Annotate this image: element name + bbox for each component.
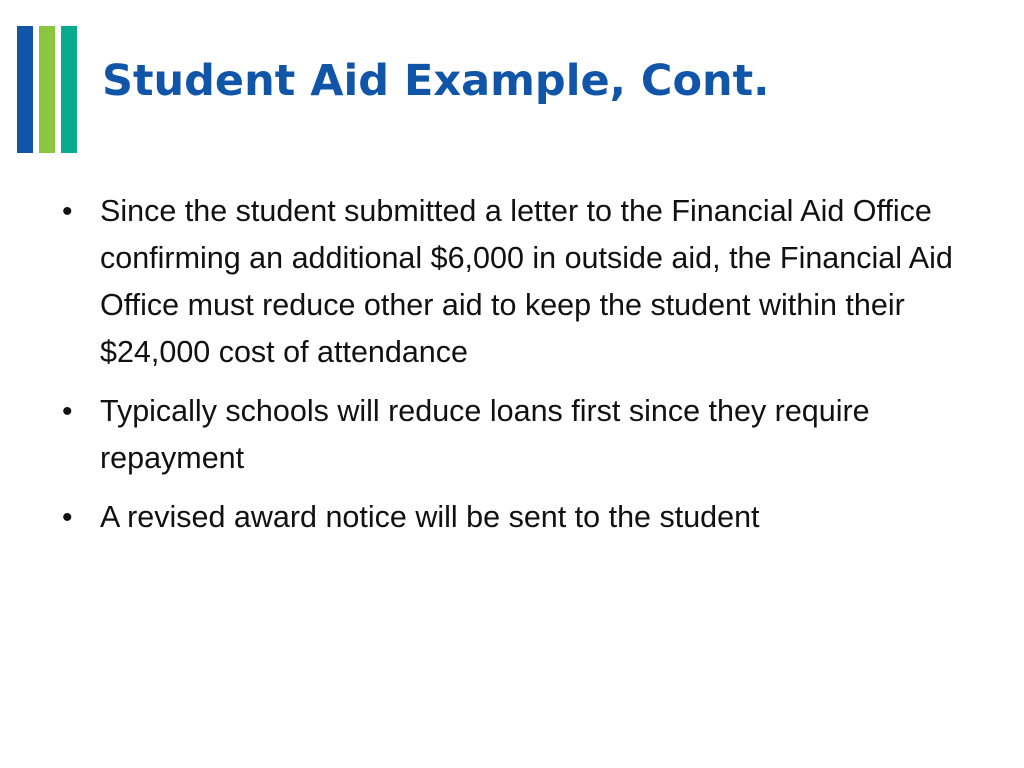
bullet-text: Typically schools will reduce loans first since they require repayment bbox=[100, 394, 870, 475]
bullet-item bbox=[62, 188, 962, 376]
accent-bar-blue bbox=[17, 26, 33, 153]
bullet-item bbox=[62, 494, 962, 541]
bullet-item bbox=[62, 388, 962, 482]
bullet-dot-icon: • bbox=[62, 195, 73, 228]
accent-bar-green bbox=[39, 26, 55, 153]
accent-bars bbox=[17, 26, 77, 153]
accent-bar-teal bbox=[61, 26, 77, 153]
bullet-dot-icon: • bbox=[62, 501, 73, 534]
bullet-list bbox=[62, 188, 962, 553]
bullet-dot-icon: • bbox=[62, 395, 73, 428]
bullet-text: A revised award notice will be sent to the student bbox=[100, 500, 760, 534]
slide-title: Student Aid Example, Cont. bbox=[102, 56, 770, 106]
bullet-text: Since the student submitted a letter to the Financial Aid Office confirming an additional $6,000 in outside aid, the Financial Aid Office must reduce other aid to keep the student within their $24,000 cost of attendance bbox=[100, 194, 953, 369]
